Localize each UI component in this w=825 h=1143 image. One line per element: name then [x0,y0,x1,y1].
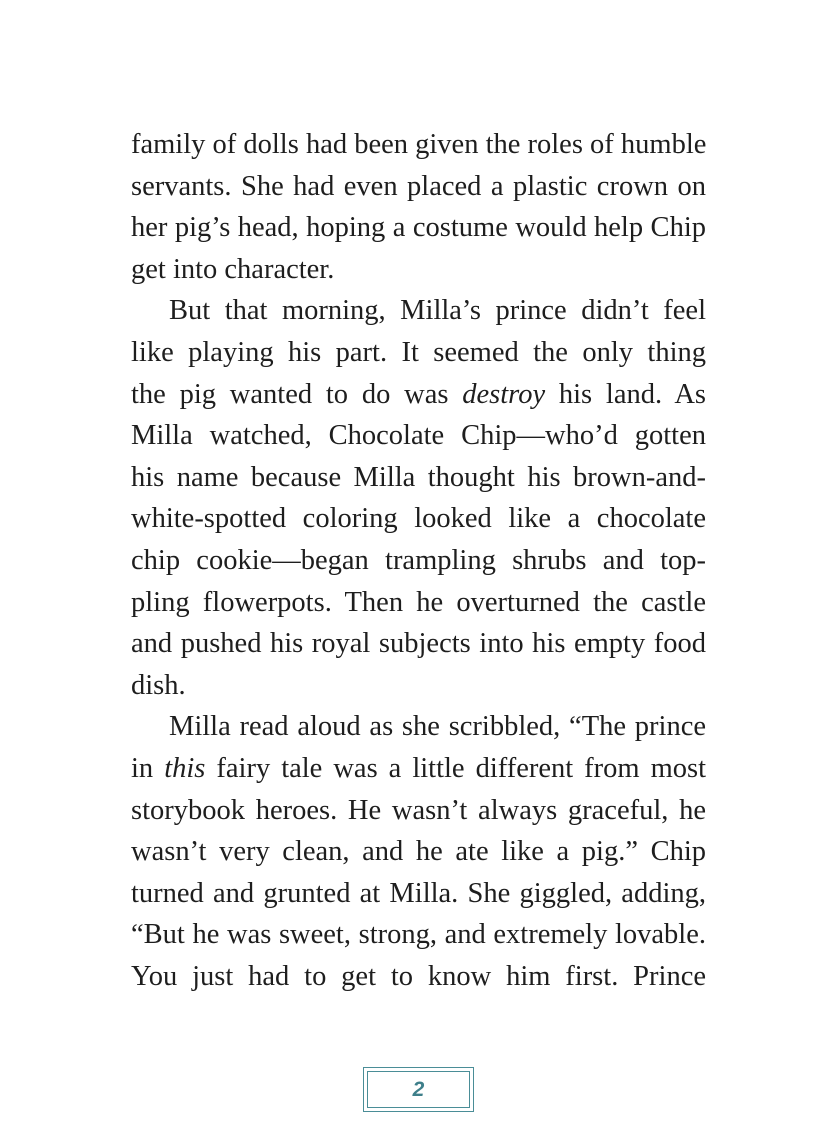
text-line: like playing his part. It seemed the only thing [131,336,706,368]
page-number-frame [363,1067,474,1112]
text-line: You just had to get to know him first. Prince [131,960,706,992]
text-line: wasn’t very clean, and he ate like a pig.” Chip [131,836,706,868]
text-line: “But he was sweet, strong, and extremely lovable. [131,919,706,951]
body-text [131,124,706,997]
text-line [131,374,706,416]
text-line: his name because Milla thought his brown-and- [131,461,706,493]
text-line: chip cookie—began trampling shrubs and top- [131,544,706,576]
text-line: family of dolls had been given the roles of humble [131,129,707,160]
text-line [131,748,706,790]
emphasis-text: this [164,752,206,784]
text-line: her pig’s head, hoping a costume would help Chip [131,212,706,244]
text-line: servants. She had even placed a plastic crown on [131,170,706,202]
text-segment: in [131,752,165,784]
text-segment: fairy tale was a little different from most [216,752,707,784]
text-line: pling flowerpots. Then he overturned the castle [131,586,706,618]
text-line: Milla watched, Chocolate Chip—who’d gotten [131,420,706,452]
text-line: Milla read aloud as she scribbled, “The prince [169,711,706,743]
text-line: turned and grunted at Milla. She giggled, adding, [131,877,706,909]
emphasis-text: destroy [462,378,546,410]
text-line: storybook heroes. He wasn’t always graceful, he [131,794,706,826]
page-number: 2 [412,1077,425,1101]
text-segment: his land. As [558,378,707,410]
text-line: But that morning, Milla’s prince didn’t feel [169,295,706,327]
text-segment: the pig wanted to do was [131,378,463,410]
text-line: dish. [131,669,186,701]
text-line: get into character. [131,253,335,285]
text-line: white-spotted coloring looked like a chocolate [131,503,706,535]
text-line: and pushed his royal subjects into his empty food [131,628,706,660]
